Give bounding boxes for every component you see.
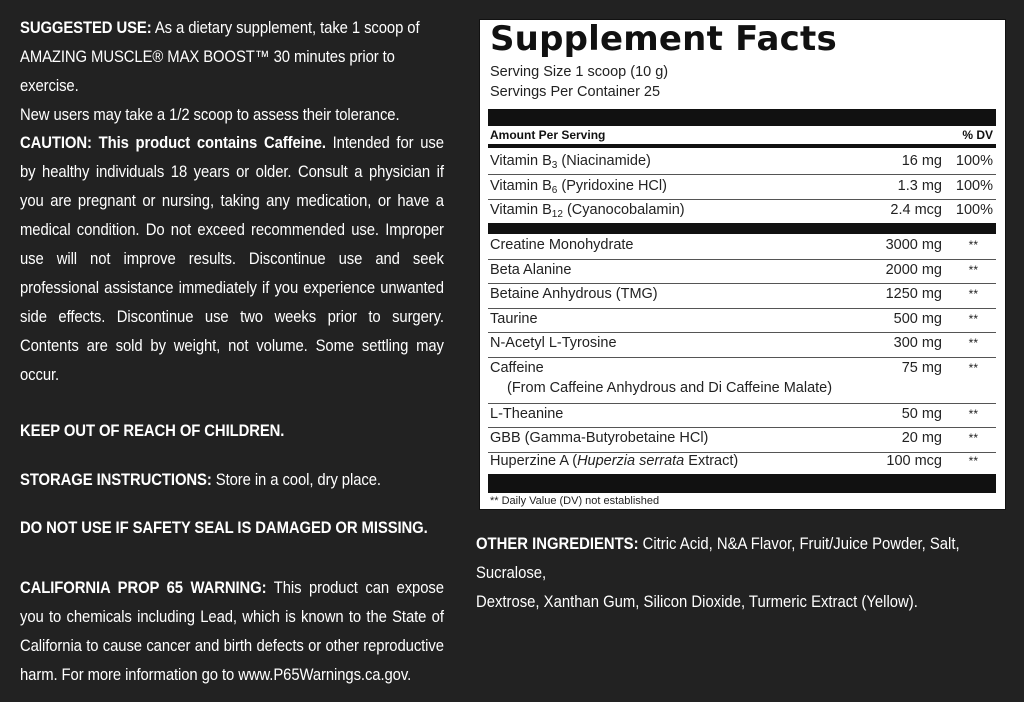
vitamin-row (488, 175, 996, 200)
servings-per-container: Servings Per Container 25 (490, 84, 661, 100)
suggested-use-label: SUGGESTED USE: (20, 19, 152, 37)
thick-divider (488, 109, 996, 126)
other-ingredients-label: OTHER INGREDIENTS: (476, 535, 639, 553)
prop65-section (20, 574, 444, 690)
ingredient-amount: 1250 mg (885, 286, 942, 302)
caution-label: CAUTION: This product contains Caffeine. (20, 134, 326, 152)
ingredient-name: Caffeine (490, 359, 544, 376)
ingredient-dv: ** (968, 311, 978, 326)
suggested-use-text: As a dietary supplement, take 1 scoop of (151, 19, 420, 37)
ingredient-row (488, 357, 996, 404)
ingredient-row (488, 234, 996, 260)
ingredient-amount: 2000 mg (885, 261, 942, 278)
ingredient-row-huperzine (488, 450, 996, 474)
ingredient-amount: 100 mcg (886, 453, 942, 469)
ingredient-amount: 300 mg (893, 335, 942, 351)
ingredient-row (488, 403, 996, 429)
vitamin-divider (488, 223, 996, 234)
amount-header: Amount Per Serving (490, 128, 606, 142)
ingredient-row (488, 308, 996, 334)
keep-out-section (20, 417, 444, 446)
vitamin-amount: 1.3 mg (897, 178, 942, 194)
vitamin-row (488, 150, 996, 175)
storage-text: Store in a cool, dry place. (211, 471, 381, 489)
ingredient-amount: 20 mg (901, 430, 942, 446)
suggested-use-text-2: AMAZING MUSCLE® MAX BOOST™ 30 minutes prior to exercise. (20, 48, 395, 95)
ingredient-amount: 3000 mg (885, 237, 942, 253)
seal-section (20, 514, 444, 543)
prop65-label: CALIFORNIA PROP 65 WARNING: (20, 579, 267, 597)
vitamin-name: Vitamin $B_6$ (Pyridoxine HCl) (490, 178, 667, 196)
ingredient-dv: ** (968, 238, 978, 252)
ingredient-name: L-Theanine (490, 405, 564, 422)
ingredient-amount: 50 mg (901, 405, 942, 422)
vitamin-row (488, 199, 996, 223)
vitamin-amount: 2.4 mcg (890, 202, 942, 218)
keep-out-warning: KEEP OUT OF REACH OF CHILDREN. (20, 422, 285, 440)
ingredient-name: N-Acetyl L-Tyrosine (490, 335, 617, 351)
vitamin-name: Vitamin $B_3$ (Niacinamide) (490, 153, 651, 171)
other-ingredients (476, 530, 1016, 617)
ingredient-name: GBB (Gamma-Butyrobetaine HCl) (490, 430, 709, 446)
ingredient-row (488, 332, 996, 358)
ingredient-row (488, 427, 996, 453)
ingredient-dv: ** (968, 360, 978, 375)
ingredient-amount: 500 mg (893, 310, 942, 327)
suggested-use-section (20, 14, 444, 130)
vitamin-amount: 16 mg (901, 153, 942, 169)
ingredient-dv: ** (968, 262, 978, 277)
ingredient-dv: ** (968, 406, 978, 421)
ingredient-source: (From Caffeine Anhydrous and Di Caffeine Malate) (507, 379, 833, 396)
dv-header: % DV (962, 128, 993, 142)
ingredient-row (488, 259, 996, 285)
storage-section (20, 466, 444, 495)
ingredient-dv: ** (968, 336, 978, 350)
ingredient-amount: 75 mg (901, 359, 942, 376)
ingredient-name: Creatine Monohydrate (490, 237, 634, 253)
header-divider (488, 144, 996, 148)
vitamin-dv: 100% (955, 202, 993, 218)
storage-label: STORAGE INSTRUCTIONS: (20, 471, 212, 489)
ingredient-dv: ** (968, 287, 978, 301)
other-ingredients-text: Citric Acid, N&A Flavor, Fruit/Juice Powder, Salt, Sucralose, (476, 535, 960, 582)
ingredient-dv: ** (968, 454, 978, 468)
footer-divider (488, 474, 996, 493)
suggested-use-text-3: New users may take a 1/2 scoop to assess their tolerance. (20, 106, 400, 124)
ingredient-name: Taurine (490, 310, 538, 327)
ingredient-name: Betaine Anhydrous (TMG) (490, 286, 658, 302)
caution-text: Intended for use by healthy individuals 18 years or older. Consult a physician if you are pregnant or nursing, taking any medication, or have a medical condition. Do not exceed recommended use. Improper use will not improve results. Discontinue use and seek professional assistance immediately if you experience unwanted side effects. Discontinue use two weeks prior to surgery. Contents are sold by weight, not volume. Some settling may occur. (20, 134, 444, 384)
ingredient-row (488, 283, 996, 309)
vitamin-name: Vitamin $B_{12}$ (Cyanocobalamin) (490, 202, 685, 220)
facts-title: Supplement Facts (490, 19, 837, 59)
serving-size: Serving Size 1 scoop (10 g) (490, 64, 669, 80)
vitamin-dv: 100% (955, 153, 993, 169)
ingredient-name: Huperzine A (Huperzia serrata Extract) (490, 453, 739, 469)
amount-header-row (490, 128, 993, 142)
caution-section (20, 129, 444, 390)
seal-warning: DO NOT USE IF SAFETY SEAL IS DAMAGED OR MISSING. (20, 519, 428, 537)
other-ingredients-text-2: Dextrose, Xanthan Gum, Silicon Dioxide, Turmeric Extract (Yellow). (476, 593, 918, 611)
vitamin-dv: 100% (955, 178, 993, 194)
ingredient-dv: ** (968, 431, 978, 445)
supplement-facts-panel (479, 19, 1006, 510)
dv-footnote: ** Daily Value (DV) not established (490, 495, 660, 507)
ingredient-name: Beta Alanine (490, 261, 572, 278)
prop65-text: This product can expose you to chemicals including Lead, which is known to the State of California to cause cancer and birth defects or other reproductive harm. For more information go to www.P65Warnings.ca.gov. (20, 579, 444, 684)
